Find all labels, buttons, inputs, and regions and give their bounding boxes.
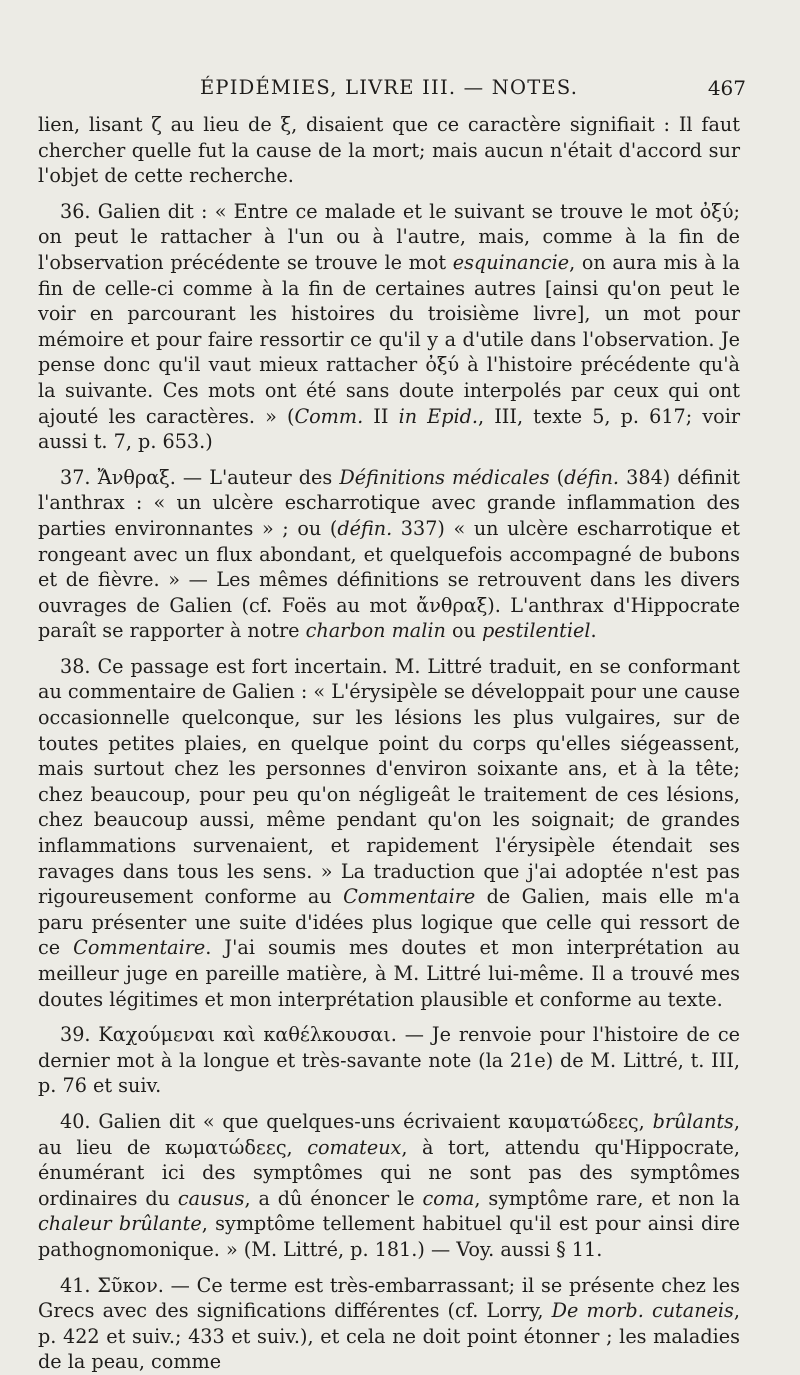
note-italic: charbon malin bbox=[305, 619, 446, 643]
note-text: Καχούμεναι καὶ καθέλκουσαι. — Je renvoie pour l'histoire de ce dernier mot à la longue et très-savante note (la 21e) de M. Littré, t. III, p. 76 et suiv. bbox=[38, 1023, 740, 1098]
note-37 bbox=[38, 465, 740, 644]
note-text: . bbox=[590, 619, 597, 643]
note-italic: brûlants bbox=[652, 1109, 734, 1133]
paragraph-text: lien, lisant ζ au lieu de ξ, disaient que ce caractère signifiait : Il faut chercher quelle fut la cause de la mort; mais aucun n'était d'accord sur l'objet de cette recherche. bbox=[38, 113, 740, 188]
note-italic: défin. bbox=[337, 516, 393, 540]
note-text: 337) « un ulcère escharrotique et rongeant avec un flux abondant, et quelquefois accompagné de bubons et de fièvre. » — Les mêmes définitions se retrouvent dans les divers ouvrages de Galien (cf. Foës au mot ἄνθραξ). L'anthrax d'Hippocrate paraît se rapporter à notre bbox=[38, 516, 740, 643]
note-italic: Commentaire bbox=[73, 936, 206, 960]
note-text: ou bbox=[445, 619, 482, 643]
note-italic: De morb. cutaneis bbox=[551, 1299, 734, 1323]
note-text: . J'ai soumis mes doutes et mon interprétation au meilleur juge en pareille matière, à M. Littré lui-même. Il a trouvé mes doutes légitimes et mon interprétation plausible et conforme au texte. bbox=[38, 936, 740, 1011]
note-italic: chaleur brûlante bbox=[38, 1212, 202, 1236]
note-text: Σῦκον. — Ce terme est très-embarrassant; il se présente chez les Grecs avec des significations différentes (cf. Lorry, bbox=[38, 1273, 740, 1323]
note-italic: défin. bbox=[564, 465, 620, 489]
note-italic: in Epid. bbox=[398, 404, 478, 428]
note-text: Galien dit « que quelques-uns écrivaient καυματώδεες, bbox=[90, 1109, 653, 1133]
note-italic: coma bbox=[422, 1186, 475, 1210]
note-text: , au lieu de κωματώδεες, bbox=[38, 1109, 740, 1159]
note-text: , on aura mis à la fin de celle-ci comme à la fin de certaines autres [ainsi qu'on peut le voir en parcourant les histoires du troisième livre], un mot pour mémoire et pour faire ressortir ce qu'il y a d'utile dans l'observation. Je pense donc qu'il vaut mieux rattacher ὀξύ à l'histoire précédente qu'à la suivante. Ces mots ont été sans doute interpolés par ceux qui ont ajouté les caractères. » ( bbox=[38, 250, 740, 428]
note-41 bbox=[38, 1273, 740, 1375]
note-italic: causus bbox=[177, 1186, 245, 1210]
note-text: Galien dit : « Entre ce malade et le suivant se trouve le mot ὀξύ; on peut le rattacher à l'un ou à l'autre, mais, comme à la fin de l'observation précédente se trouve le mot bbox=[38, 199, 740, 274]
note-number: 36. bbox=[60, 199, 91, 223]
note-38 bbox=[38, 654, 740, 1012]
note-italic: comateux bbox=[307, 1135, 402, 1159]
note-36 bbox=[38, 199, 740, 455]
note-text: ( bbox=[549, 465, 565, 489]
note-text: , III, texte 5, p. 617; voir aussi t. 7, p. 653.) bbox=[38, 404, 741, 454]
running-title: ÉPIDÉMIES, LIVRE III. — NOTES. bbox=[200, 76, 579, 99]
note-number: 41. bbox=[60, 1273, 91, 1297]
note-text: , symptôme rare, et non la bbox=[474, 1186, 740, 1210]
paragraph-continuation bbox=[38, 112, 740, 189]
note-number: 39. bbox=[60, 1023, 91, 1047]
note-text: , a dû énoncer le bbox=[244, 1186, 423, 1210]
running-head bbox=[38, 76, 746, 106]
note-text: II bbox=[363, 404, 399, 428]
note-text: Ἄνθραξ. — L'auteur des bbox=[90, 465, 340, 489]
page-number: 467 bbox=[707, 76, 746, 100]
note-italic: esquinancie bbox=[452, 250, 570, 274]
note-italic: Commentaire bbox=[343, 885, 476, 909]
note-text: 384) définit l'anthrax : « un ulcère escharrotique avec grande inflammation des parties environnantes » ; ou ( bbox=[38, 465, 740, 540]
note-number: 38. bbox=[60, 654, 91, 678]
note-number: 37. bbox=[60, 465, 91, 489]
note-text: , symptôme tellement habituel qu'il est pour ainsi dire pathognomonique. » (M. Littré, p. 181.) — Voy. aussi § 11. bbox=[38, 1212, 740, 1261]
note-40 bbox=[38, 1109, 740, 1263]
note-39 bbox=[38, 1022, 740, 1099]
note-text: , p. 422 et suiv.; 433 et suiv.), et cela ne doit point étonner ; les maladies de la peau, comme bbox=[38, 1299, 741, 1374]
note-text: Ce passage est fort incertain. M. Littré traduit, en se conformant au commentaire de Galien : « L'érysipèle se développait pour une cause occasionnelle quelconque, sur les lésions les plus vulgaires, sur de toutes petites plaies, en quelque point du corps qu'elles siégeassent, mais surtout chez les personnes d'environ soixante ans, et à la tête; chez beaucoup, pour peu qu'on négligeât le traitement de ces lésions, chez beaucoup aussi, même pendant qu'on les soignait; de grandes inflammations survenaient, et rapidement l'érysipèle étendait ses ravages dans tous les sens. » La traduction que j'ai adoptée n'est pas rigoureusement conforme au bbox=[38, 654, 740, 909]
note-text: , à tort, attendu qu'Hippocrate, énumérant ici des symptômes qui ne sont pas des symptômes ordinaires du bbox=[38, 1135, 740, 1210]
note-text: de Galien, mais elle m'a paru présenter une suite d'idées plus logique que celle qui ressort de ce bbox=[38, 885, 740, 960]
body-text bbox=[38, 112, 740, 1375]
note-italic: Comm. bbox=[294, 404, 364, 428]
note-italic: Définitions médicales bbox=[339, 465, 550, 489]
note-italic: pestilentiel bbox=[482, 619, 591, 643]
note-number: 40. bbox=[60, 1109, 91, 1133]
